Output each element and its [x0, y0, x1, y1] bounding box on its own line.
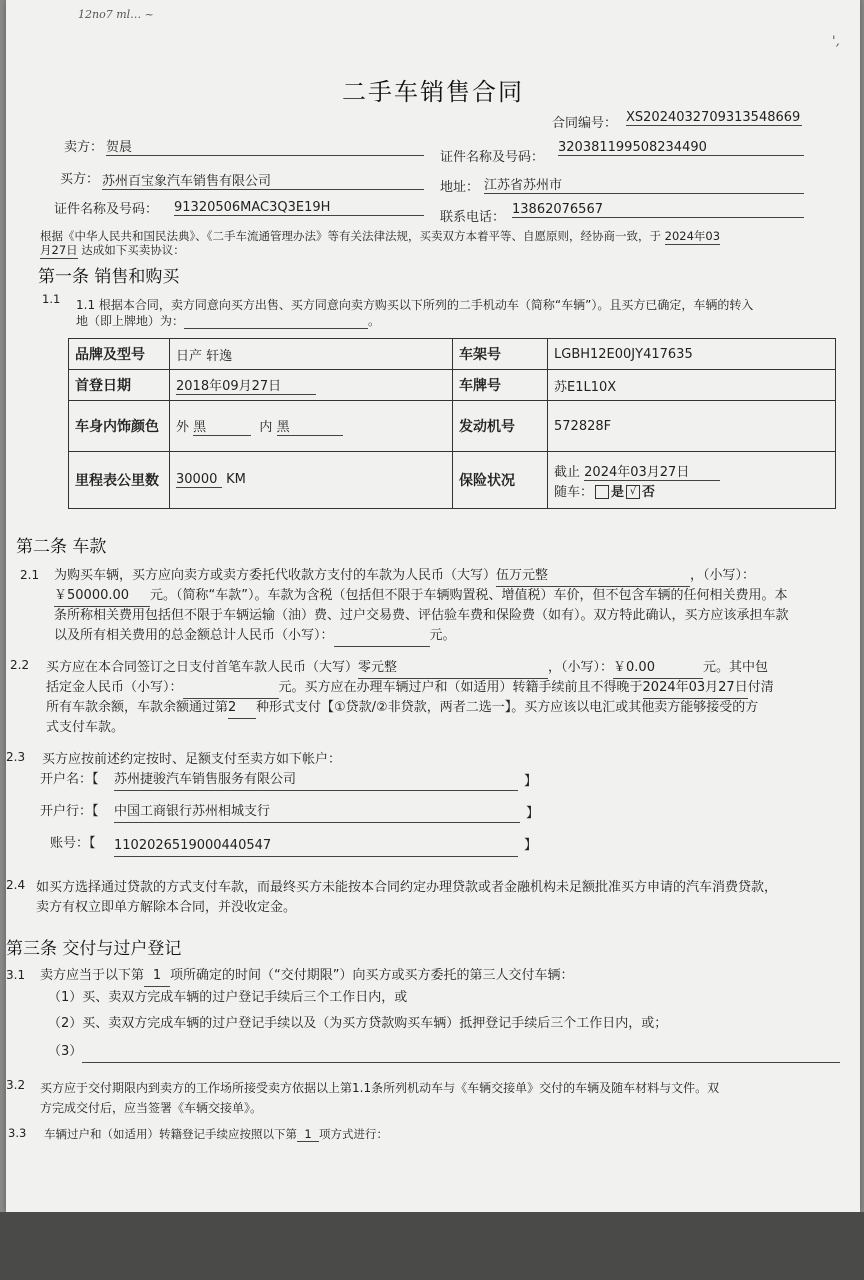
p22-line4: 式支付车款。	[46, 720, 125, 735]
handwritten-note: 12no7 ml… ~	[78, 8, 154, 21]
color-label: 车身内饰颜色	[69, 401, 170, 452]
p32-line1: 买方应于交付期限内到卖方的工作场所接受卖方依据以上第1.1条所列机动车与《车辆交接单》交付的车辆及随车材料与文件。双	[40, 1081, 720, 1095]
p24-line1: 如买方选择通过贷款的方式支付车款，而最终买方未能按本合同约定办理贷款或者金融机构未足额批准买方申请的汽车消费贷款，	[36, 880, 778, 895]
p31-option-3: （3）	[48, 1042, 840, 1063]
p32-line2: 方完成交付后，应当签署《车辆交接单》。	[40, 1101, 263, 1115]
address: 江苏省苏州市	[484, 174, 804, 194]
p31-option-1: （1）买、卖双方完成车辆的过户登记手续后三个工作日内，或	[48, 990, 408, 1005]
p11-line2: 地（即上牌地）为： 。	[76, 314, 381, 328]
account-name-close: 】	[524, 774, 538, 789]
p23-line1: 买方应按前述约定按时、足额支付至卖方如下帐户：	[42, 752, 342, 767]
p33-line1: 车辆过户和（如适用）转籍登记手续应按照以下第 1 项方式进行：	[44, 1127, 388, 1141]
plate-value: 苏E1L10X	[548, 370, 836, 401]
contract-no-label: 合同编号：	[552, 116, 618, 131]
reg-date-label: 首登日期	[69, 370, 170, 401]
insurance-label: 保险状况	[453, 452, 548, 509]
p32-number: 3.2	[6, 1078, 26, 1092]
insurance-cell: 截止 2024年03月27日 随车： 是 √ 否	[548, 452, 836, 509]
p31-line1: 卖方应当于以下第 1 项所确定的时间（“交付期限”）向买方或买方委托的第三人交付车辆：	[40, 966, 574, 987]
phone: 13862076567	[512, 202, 804, 218]
background-surface	[0, 1212, 864, 1280]
account-no-label: 账号：【	[50, 836, 96, 851]
seller-name: 贺晨	[106, 136, 424, 156]
p21-number: 2.1	[20, 568, 40, 582]
contract-page	[6, 0, 860, 1212]
seller-id: 320381199508234490	[558, 140, 804, 156]
p11-line1: 1.1 根据本合同，卖方同意向买方出售、买方同意向卖方购买以下所列的二手机动车（简称“车辆”）。且买方已确定，车辆的转入	[76, 298, 754, 312]
p31-number: 3.1	[6, 968, 26, 982]
corner-mark: ',	[832, 34, 840, 49]
brand-value: 日产 轩逸	[170, 339, 453, 370]
bank-close: 】	[526, 806, 540, 821]
page-title: 二手车销售合同	[342, 78, 524, 106]
article-2-title: 第二条 车款	[16, 537, 107, 557]
checkbox-yes[interactable]	[595, 485, 609, 499]
p21-line3: 条所称相关费用包括但不限于车辆运输（油）费、过户交易费、评估验车费和保险费（如有）。双方特此确认，买方应该承担车款	[54, 608, 789, 623]
p21-line1: 为购买车辆，买方应向卖方或卖方委托代收款方支付的车款为人民币（大写）伍万元整 ，（小写）：	[54, 566, 755, 587]
seller-id-label: 证件名称及号码：	[440, 150, 545, 165]
p22-line3: 所有车款余额，车款余额通过第2 种形式支付【①贷款/②非贷款，两者二选一】。买方应该以电汇或其他卖方能够接受的方	[46, 698, 758, 719]
account-no: 1102026519000440547	[114, 836, 518, 857]
mileage-label: 里程表公里数	[69, 452, 170, 509]
buyer-id: 91320506MAC3Q3E19H	[174, 200, 424, 216]
p22-number: 2.2	[10, 658, 30, 672]
account-name-label: 开户名：【	[40, 772, 99, 787]
p24-line2: 卖方有权立即单方解除本合同，并没收定金。	[36, 900, 297, 915]
address-label: 地址：	[440, 180, 480, 195]
phone-label: 联系电话：	[440, 210, 506, 225]
color-cell: 外 黑 内 黑	[170, 401, 453, 452]
vin-label: 车架号	[453, 339, 548, 370]
plate-label: 车牌号	[453, 370, 548, 401]
bank-name: 中国工商银行苏州相城支行	[114, 802, 520, 823]
p23-number: 2.3	[6, 750, 26, 764]
contract-no: XS2024032709313548669	[626, 110, 801, 125]
article-1-title: 第一条 销售和购买	[38, 267, 180, 287]
vin-value: LGBH12E00JY417635	[548, 339, 836, 370]
article-3-title: 第三条 交付与过户登记	[6, 939, 182, 959]
mileage-cell: 30000 KM	[170, 452, 453, 509]
p22-line1: 买方应在本合同签订之日支付首笔车款人民币（大写）零元整 ，（小写）：￥0.00 元。其中包	[46, 658, 768, 679]
buyer-label: 买方：	[60, 172, 100, 187]
account-name: 苏州捷骏汽车销售服务有限公司	[114, 770, 518, 791]
checkbox-no[interactable]: √	[626, 485, 640, 499]
reg-date-value: 2018年09月27日	[176, 375, 316, 395]
intro-line2: 月27日 达成如下买卖协议：	[40, 243, 185, 257]
p21-line2: ￥50000.00 元。（简称“车款”）。车款为含税（包括但不限于车辆购置税、增值税）车价，但不包含车辆的任何相关费用。本	[54, 586, 787, 607]
brand-label: 品牌及型号	[69, 339, 170, 370]
bank-label: 开户行：【	[40, 804, 99, 819]
vehicle-table	[68, 338, 836, 509]
p33-number: 3.3	[8, 1126, 27, 1140]
engine-value: 572828F	[548, 401, 836, 452]
reg-date-cell	[170, 370, 453, 401]
p31-option-2: （2）买、卖双方完成车辆的过户登记手续以及（为买方贷款购买车辆）抵押登记手续后三个工作日内，或；	[48, 1016, 668, 1031]
p24-number: 2.4	[6, 878, 26, 892]
intro-line1: 根据《中华人民共和国民法典》、《二手车流通管理办法》等有关法律法规，买卖双方本着平等、自愿原则，经协商一致，于 2024年03	[40, 229, 721, 243]
engine-label: 发动机号	[453, 401, 548, 452]
buyer-id-label: 证件名称及号码：	[54, 202, 159, 217]
p22-line2: 括定金人民币（小写）： 元。买方应在办理车辆过户和（如适用）转籍手续前且不得晚于2024年03月27日付清	[46, 678, 774, 699]
buyer-name: 苏州百宝象汽车销售有限公司	[102, 170, 424, 190]
seller-label: 卖方：	[64, 140, 104, 155]
p21-line4: 以及所有相关费用的总金额总计人民币（小写）： 元。	[54, 626, 456, 647]
p11-number: 1.1	[42, 292, 61, 306]
account-no-close: 】	[524, 838, 538, 853]
